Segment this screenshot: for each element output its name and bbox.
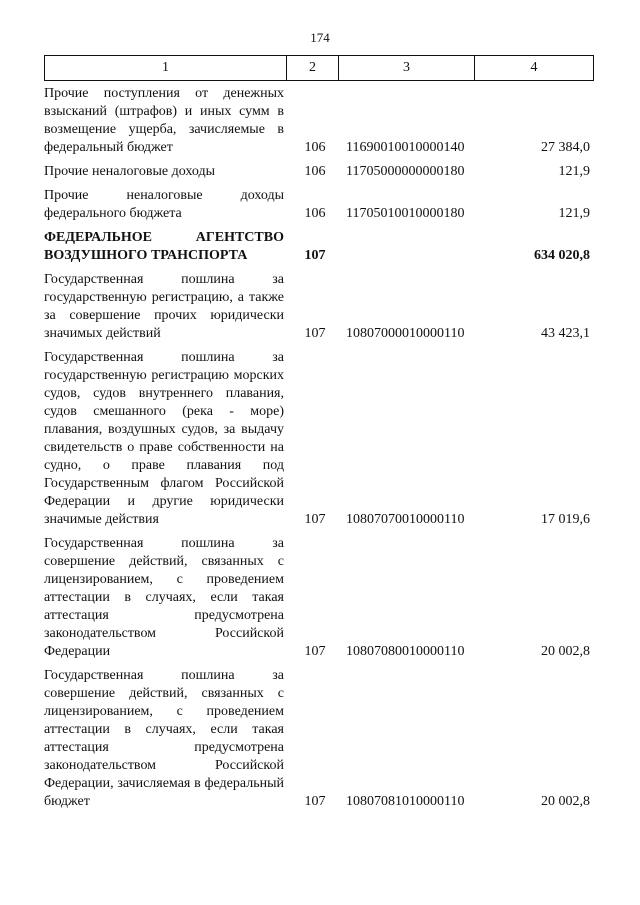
- header-col-3: 3: [339, 56, 475, 80]
- row-amount: 27 384,0: [541, 140, 590, 155]
- row-income-code: 11705000000000180: [346, 164, 465, 179]
- row-amount: 20 002,8: [541, 794, 590, 809]
- table-header: [44, 55, 594, 81]
- row-income-code: 10807081010000110: [346, 794, 465, 809]
- row-income-code: 10807000010000110: [346, 326, 465, 341]
- row-income-code: 11690010010000140: [346, 140, 465, 155]
- table-row: [44, 163, 594, 181]
- row-name: Государственная пошлина за государственную регистрацию морских судов, судов внутреннего плавания, судов смешанного (река - море) плавания, воздушных судов, за выдачу свидетельств о праве собственности на судно, о праве плавания под Государственным флагом Российской Федерации и другие юридически значимые действия: [44, 350, 284, 527]
- table-row-agency-heading: [44, 229, 594, 265]
- page-number: 174: [310, 30, 330, 45]
- row-name: Государственная пошлина за совершение действий, связанных с лицензированием, с проведением аттестации в случаях, если такая аттестация предусмотрена законодательством Российской Федерации: [44, 536, 284, 659]
- row-amount: 17 019,6: [541, 512, 590, 527]
- row-amount: 121,9: [558, 206, 590, 221]
- table-body: [44, 85, 594, 817]
- row-amount: 121,9: [558, 164, 590, 179]
- row-name: Прочие неналоговые доходы федерального бюджета: [44, 188, 284, 221]
- row-admin-code: 106: [304, 206, 326, 221]
- row-admin-code: 107: [304, 248, 326, 263]
- row-income-code: 10807070010000110: [346, 512, 465, 527]
- table-row: [44, 271, 594, 343]
- row-amount: 20 002,8: [541, 644, 590, 659]
- row-admin-code: 107: [304, 326, 326, 341]
- row-income-code: 10807080010000110: [346, 644, 465, 659]
- header-col-1: 1: [45, 56, 287, 80]
- row-income-code: 11705010010000180: [346, 206, 465, 221]
- row-name: Государственная пошлина за совершение действий, связанных с лицензированием, с проведением аттестации в случаях, если такая аттестация предусмотрена законодательством Российской Федерации, зачисляемая в федеральный бюджет: [44, 668, 284, 809]
- table-row: [44, 85, 594, 157]
- row-name: Прочие неналоговые доходы: [44, 164, 216, 179]
- row-amount: 43 423,1: [541, 326, 590, 341]
- row-name: Государственная пошлина за государственную регистрацию, а также за совершение прочих юридически значимых действий: [44, 272, 284, 341]
- row-admin-code: 106: [304, 140, 326, 155]
- table-row: [44, 535, 594, 661]
- row-admin-code: 107: [304, 794, 326, 809]
- row-amount: 634 020,8: [534, 248, 590, 263]
- header-col-4: 4: [530, 60, 538, 75]
- row-admin-code: 106: [304, 164, 326, 179]
- header-col-2: 2: [287, 56, 339, 80]
- row-admin-code: 107: [304, 644, 326, 659]
- row-name: Прочие поступления от денежных взысканий (штрафов) и иных сумм в возмещение ущерба, зачисляемые в федеральный бюджет: [44, 86, 284, 155]
- table-row: [44, 349, 594, 529]
- table-row: [44, 187, 594, 223]
- table-row: [44, 667, 594, 811]
- row-name: ФЕДЕРАЛЬНОЕ АГЕНТСТВО ВОЗДУШНОГО ТРАНСПОРТА: [44, 230, 284, 263]
- row-admin-code: 107: [304, 512, 326, 527]
